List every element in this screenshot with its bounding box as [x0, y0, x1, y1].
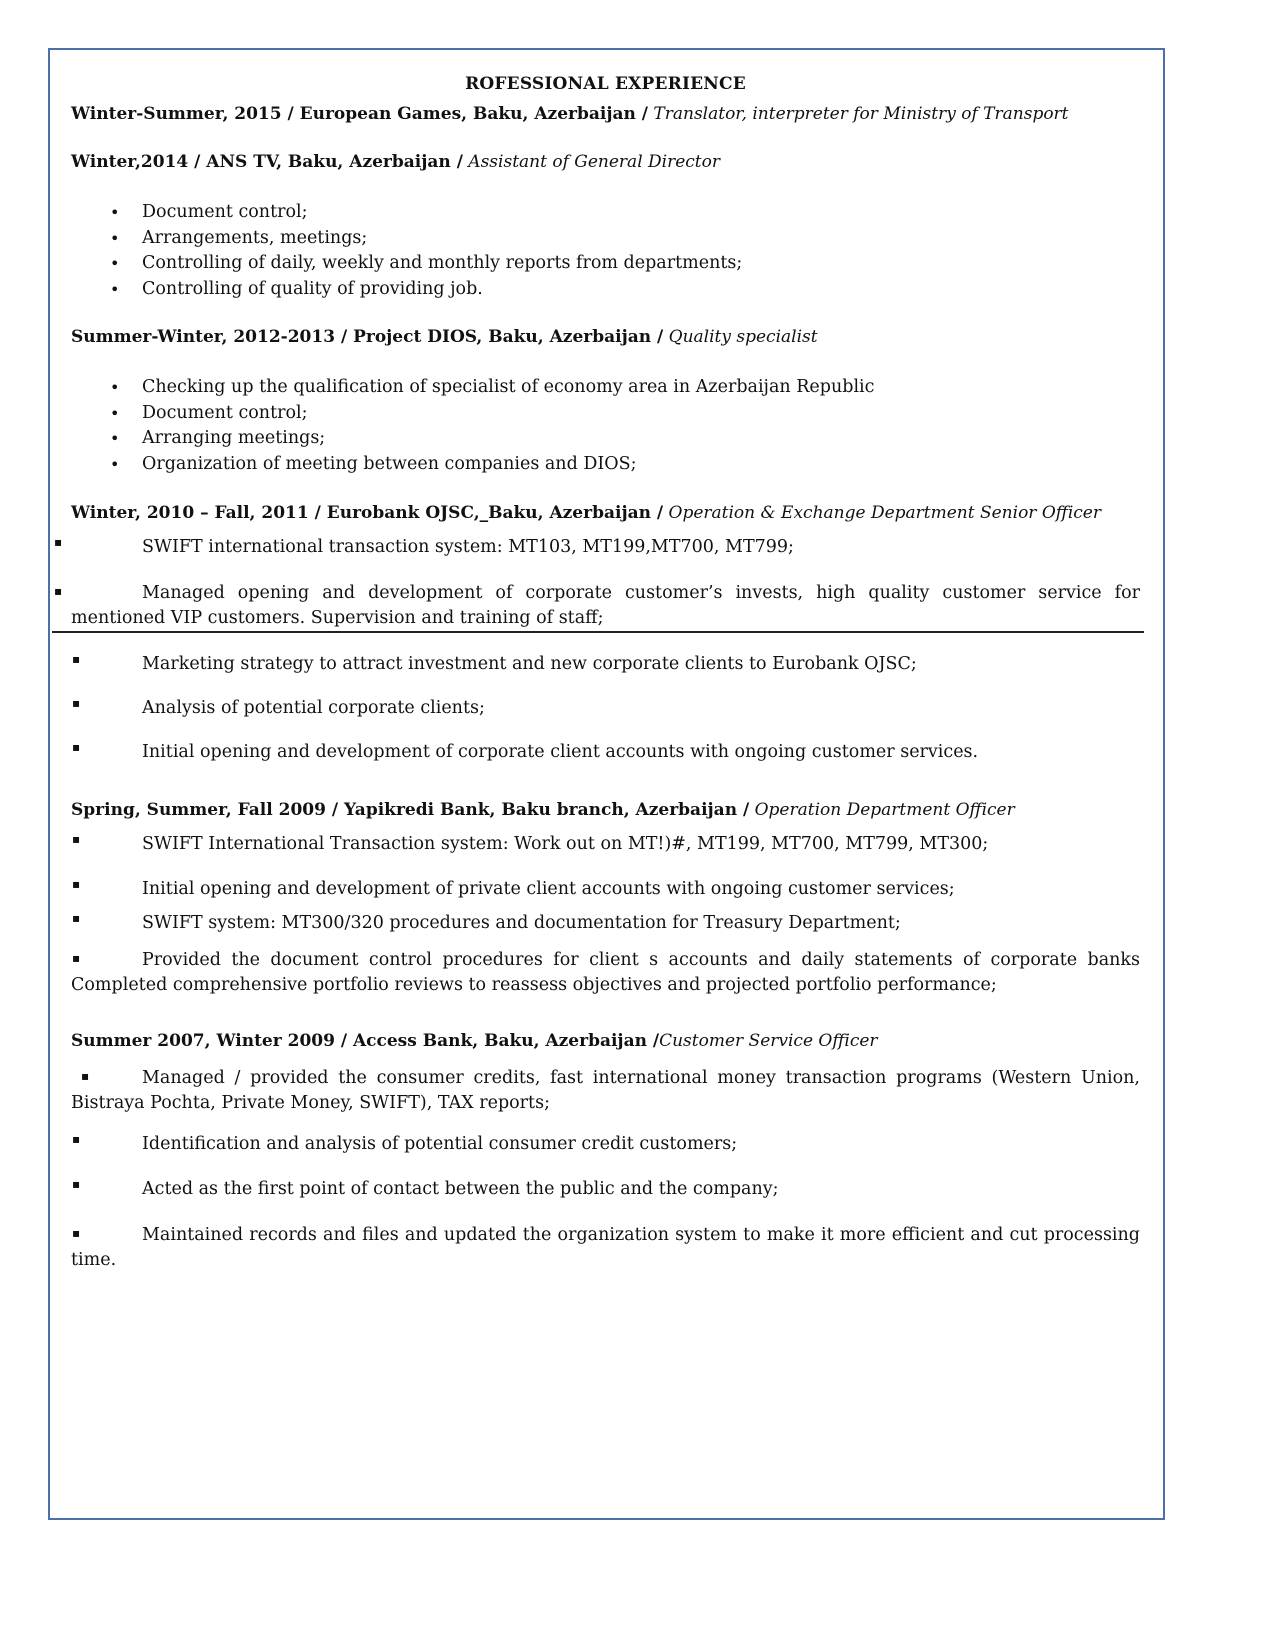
job-role: Customer Service Officer: [659, 1031, 878, 1051]
bullet-icon: •: [110, 455, 120, 474]
bullet-icon: ▪: [72, 696, 81, 710]
bullet-icon: ▪: [72, 740, 81, 754]
bullet-icon: ▪: [54, 584, 63, 598]
bullet-icon: •: [110, 280, 120, 299]
bullet-icon: ▪: [81, 1069, 90, 1083]
job-role: Quality specialist: [663, 327, 818, 347]
job-org: Spring, Summer, Fall 2009 / Yapikredi Bank, Baku branch, Azerbaijan /: [71, 800, 750, 820]
job-org: Winter-Summer, 2015 / European Games, Baku, Azerbaijan /: [71, 104, 648, 124]
job-heading-ans-tv: [71, 152, 720, 172]
job-heading-eurobank: [71, 503, 1101, 523]
bullet-icon: ▪: [72, 1132, 81, 1146]
bullet-icon: ▪: [72, 1226, 81, 1240]
job-heading-project-dios: [71, 327, 818, 347]
bullet-icon: •: [110, 429, 120, 448]
job-role: Operation & Exchange Department Senior Officer: [663, 503, 1101, 523]
job-org: Winter,2014 / ANS TV, Baku, Azerbaijan /: [71, 152, 463, 172]
bullet-icon: ▪: [72, 652, 81, 666]
list-item: ▪ Provided the document control procedures for client s accounts and daily statements of corporate banks Completed comprehensive portfolio reviews to reassess objectives and projected portfolio performance;: [71, 948, 1140, 998]
bullet-icon: ▪: [72, 832, 81, 846]
bullet-icon: •: [110, 229, 120, 248]
job-heading-access-bank: [71, 1031, 878, 1051]
bullet-icon: ▪: [72, 877, 81, 891]
bullet-icon: ▪: [72, 1177, 81, 1191]
bullet-icon: •: [110, 378, 120, 397]
job-role: Operation Department Officer: [749, 800, 1015, 820]
job-org: Summer 2007, Winter 2009 / Access Bank, Baku, Azerbaijan /: [71, 1031, 660, 1051]
bullet-icon: ▪: [54, 535, 63, 549]
section-title: ROFESSIONAL EXPERIENCE: [465, 74, 746, 94]
bullet-icon: •: [110, 254, 120, 273]
bullet-icon: •: [110, 404, 120, 423]
job-heading-yapikredi: [71, 800, 1015, 820]
bullet-icon: ▪: [72, 951, 81, 965]
divider-line: [52, 631, 1144, 633]
list-item: ▪ Managed / provided the consumer credits, fast international money transaction programs (Western Union, Bistraya Pochta, Private Money, SWIFT), TAX reports;: [71, 1066, 1140, 1116]
list-item: ▪ Managed opening and development of corporate customer’s invests, high quality customer service for mentioned VIP customers. Supervision and training of staff;: [71, 581, 1140, 631]
bullet-icon: ▪: [72, 911, 81, 925]
job-heading-european-games: [71, 104, 1069, 124]
job-role: Assistant of General Director: [462, 152, 720, 172]
bullet-icon: •: [110, 203, 120, 222]
job-org: Winter, 2010 – Fall, 2011 / Eurobank OJSC,_Baku, Azerbaijan /: [71, 503, 664, 523]
list-item: ▪ Maintained records and files and updated the organization system to make it more efficient and cut processing time.: [71, 1223, 1140, 1273]
job-org: Summer-Winter, 2012-2013 / Project DIOS, Baku, Azerbaijan /: [71, 327, 664, 347]
job-role: Translator, interpreter for Ministry of Transport: [647, 104, 1069, 124]
